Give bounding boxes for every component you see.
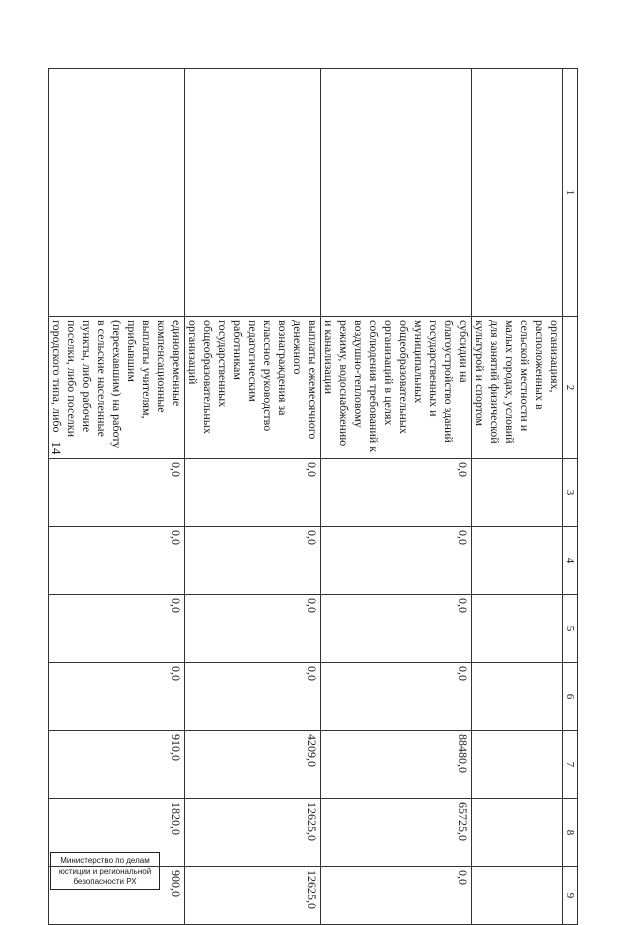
table-cell: 0,0 [321,459,472,527]
stamp-line: юстиции и региональной [58,866,152,876]
header-cell: 3 [563,459,578,527]
table-cell: 0,0 [321,595,472,663]
header-cell: 9 [563,867,578,925]
table-cell: 0,0 [321,867,472,925]
table-cell: 12625,0 [185,799,321,867]
table-cell: единовременные компенсационные выплаты учителям, прибывшим (переехавшим) на работу в сельские населенные пункты, либо рабочие поселки, либо поселки городского типа, либо [49,317,185,459]
page-number: 14 [49,441,64,455]
header-cell: 4 [563,527,578,595]
budget-table [48,68,578,925]
table-cell: 0,0 [321,527,472,595]
table-cell [472,69,563,317]
table-cell: 65725,0 [321,799,472,867]
table-cell: организациях, расположенных в сельской местности и малых городах, условий для занятий физической культурой и спортом [472,317,563,459]
table-cell [472,867,563,925]
table-cell [472,799,563,867]
table-cell: выплаты ежемесячного денежного вознаграждения за классное руководство педагогическим работникам государственных общеобразовательных организаций [185,317,321,459]
table-cell [49,69,185,317]
header-cell: 8 [563,799,578,867]
table-cell: 1820,0 [49,799,185,867]
table-cell: 4209,0 [185,731,321,799]
table-cell: субсидии на благоустройство зданий государственных и муниципальных общеобразовательных организаций в целях соблюдения требований к воздушно-тепловому режиму, водоснабжению и канализации [321,317,472,459]
table-cell [472,527,563,595]
table-row [321,69,472,925]
stamp-line: безопасности РХ [73,877,137,886]
table-cell: 0,0 [185,663,321,731]
table-cell: 0,0 [49,527,185,595]
ministry-stamp [50,852,160,890]
table-cell [321,69,472,317]
table-cell [472,663,563,731]
table-row [472,69,563,925]
table-row [185,69,321,925]
table-cell: 88480,0 [321,731,472,799]
table-cell [472,595,563,663]
table-cell: 12625,0 [185,867,321,925]
table-cell: 0,0 [185,595,321,663]
table-cell [472,731,563,799]
table-cell: 0,0 [49,459,185,527]
table-cell: 0,0 [185,527,321,595]
table-cell [472,459,563,527]
table-cell: 0,0 [321,663,472,731]
table-cell: 0,0 [185,459,321,527]
table-cell: 910,0 [49,731,185,799]
header-cell: 2 [563,317,578,459]
header-cell: 1 [563,69,578,317]
table-cell: 0,0 [49,595,185,663]
header-cell: 5 [563,595,578,663]
table-row [49,69,185,925]
header-row [563,69,578,925]
table-cell: 0,0 [49,663,185,731]
header-cell: 6 [563,663,578,731]
stamp-line: Министерство по делам [60,856,150,865]
header-cell: 7 [563,731,578,799]
table-cell: 900,0 [49,867,185,925]
table-cell [185,69,321,317]
